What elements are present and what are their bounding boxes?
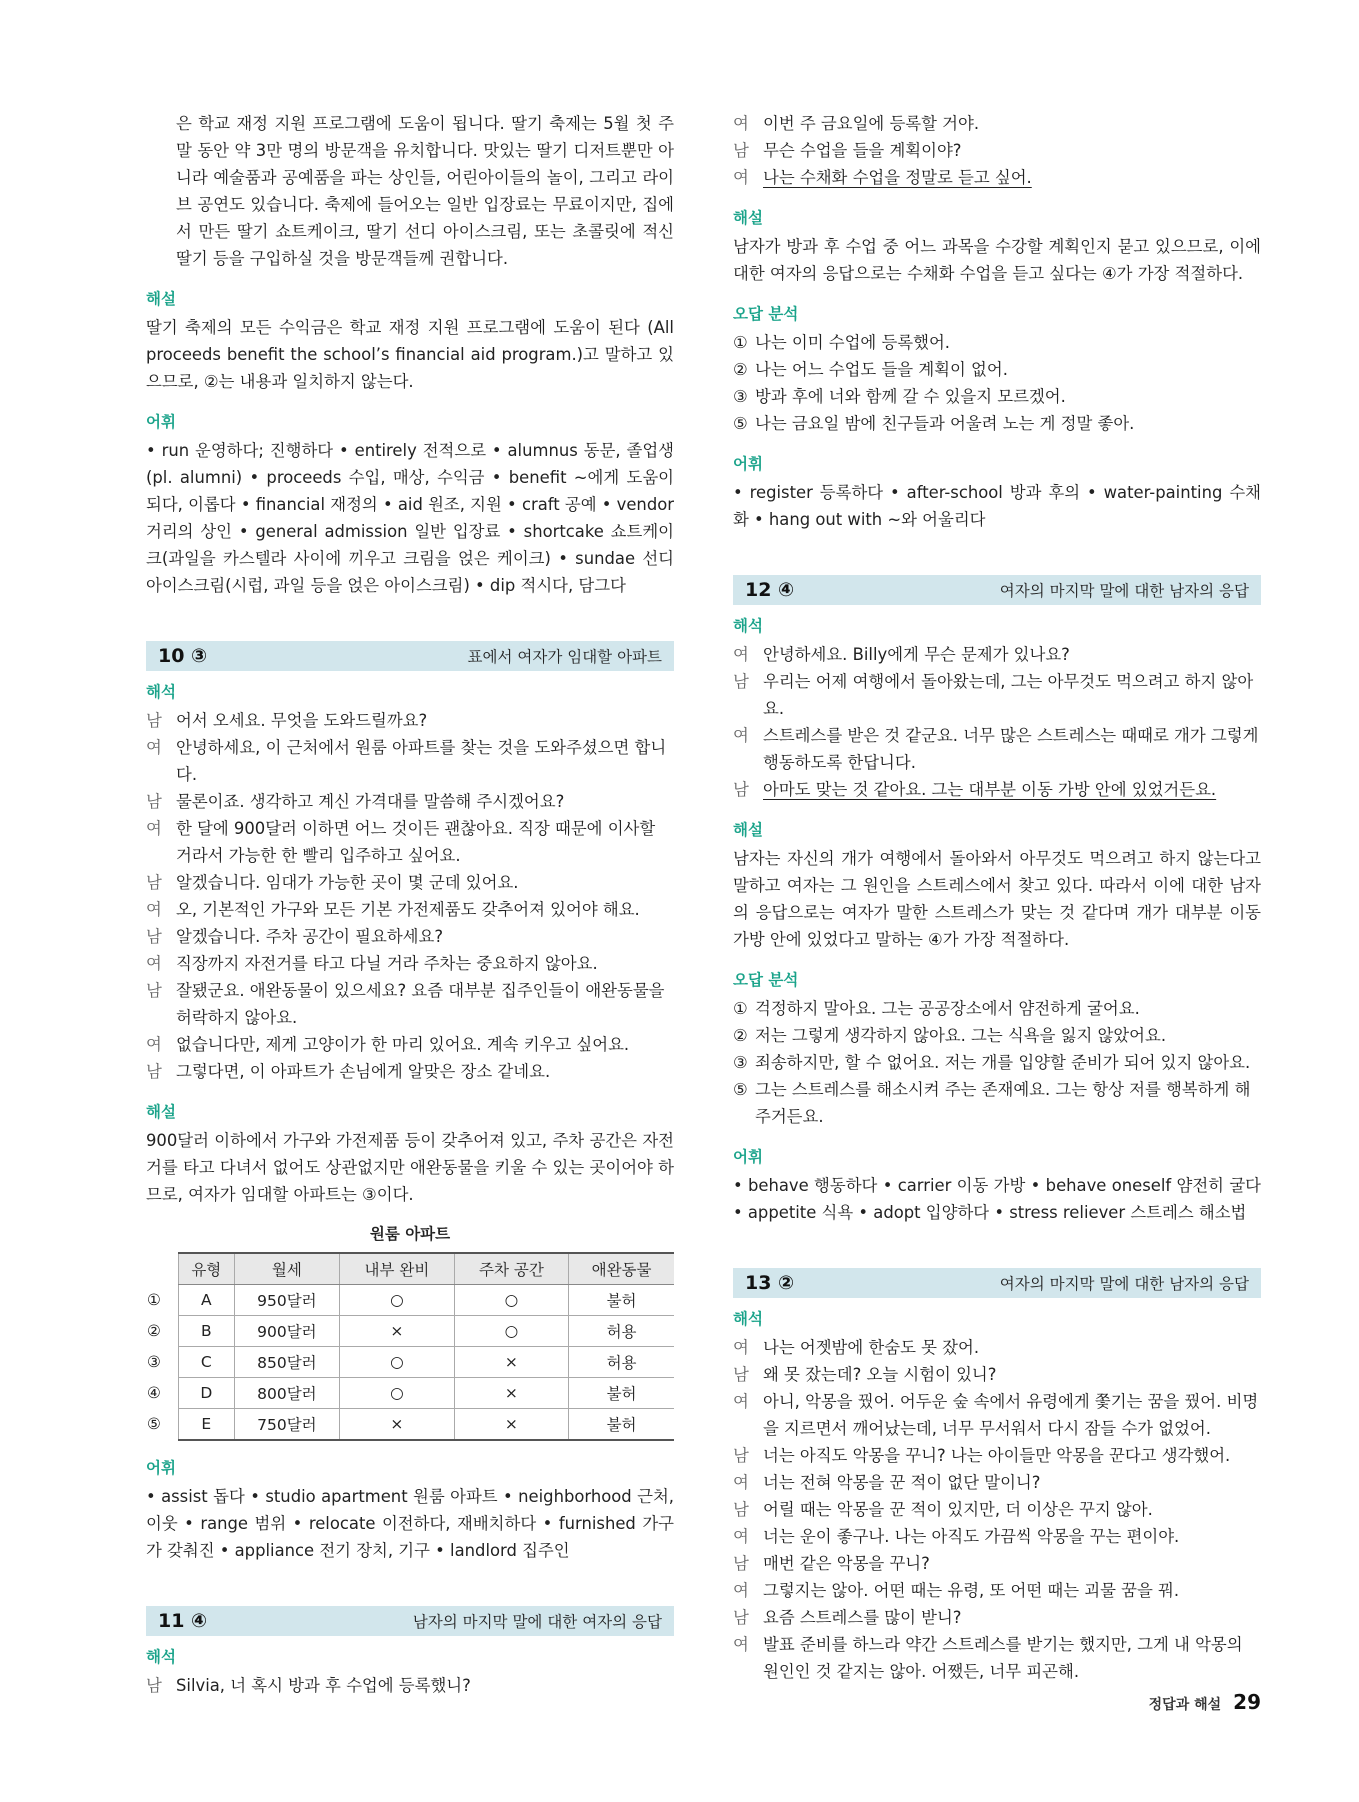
table-header-cell: 내부 완비 [340,1253,454,1285]
speaker-label: 남 [733,1554,749,1573]
option-mark: ④ [146,1378,179,1409]
speaker-label: 여 [146,738,162,757]
table-cell: 불허 [569,1378,674,1409]
wrong-option [733,995,1261,1022]
dialog-text: 발표 준비를 하느라 약간 스트레스를 받기는 했지만, 그게 내 악몽의 원인인 것 같지는 않아. 어쨌든, 너무 피곤해. [763,1635,1243,1681]
dialog-text: 너는 아직도 악몽을 꾸니? 나는 아이들만 악몽을 꾼다고 생각했어. [763,1446,1231,1465]
dialog-line [146,869,674,896]
dialog-line [733,164,1261,191]
q12-translation-heading: 해석 [733,617,763,635]
speaker-label: 여 [146,1035,162,1054]
dialog-line [733,137,1261,164]
option-text: 그는 스트레스를 해소시켜 주는 존재예요. 그는 항상 저를 행복하게 해 주거든요. [755,1080,1251,1126]
table-header-cell: 월세 [234,1253,340,1285]
speaker-label: 여 [146,900,162,919]
table-cell: 750달러 [234,1409,340,1441]
table-cell: 허용 [569,1347,674,1378]
option-number: ① [733,999,748,1018]
q10-explain-heading: 해설 [146,1103,176,1121]
table-cell: × [454,1378,568,1409]
dialog-line [733,1361,1261,1388]
q11-explanation: 남자가 방과 후 수업 중 어느 과목을 수강할 계획인지 묻고 있으므로, 이에 대한 여자의 응답으로는 수채화 수업을 듣고 싶다는 ④가 가장 적절하다. [733,237,1261,283]
option-text: 나는 어느 수업도 들을 계획이 없어. [755,360,1008,379]
table-cell: 950달러 [234,1285,340,1316]
dialog-text: 알겠습니다. 주차 공간이 필요하세요? [176,927,444,946]
dialog-text: 스트레스를 받은 것 같군요. 너무 많은 스트레스는 때때로 개가 그렇게 행동하도록 한답니다. [763,726,1259,772]
page-footer [1149,1690,1261,1714]
dialog-line [146,1031,674,1058]
q13-header-bar [733,1268,1261,1298]
option-number: ② [733,360,748,379]
table-body [146,1285,674,1441]
script-line: 은 학교 재정 지원 프로그램에 도움이 됩니다. 딸기 축제는 5월 첫 주 [176,114,674,133]
dialog-text: 왜 못 잤는데? 오늘 시험이 있니? [763,1365,997,1384]
table-cell: 불허 [569,1285,674,1316]
q11-dialog-continuation [733,110,1261,191]
q13-dialog [733,1334,1261,1685]
q9-script-continuation [146,110,674,272]
script-line: 말 동안 약 3만 명의 방문객을 유치합니다. 맛있는 딸기 디저트뿐만 아 [176,141,674,160]
q12-wrong-heading: 오답 분석 [733,971,799,989]
dialog-text: 물론이죠. 생각하고 계신 가격대를 말씀해 주시겠어요? [176,792,565,811]
table-cell: 허용 [569,1316,674,1347]
dialog-text: 아마도 맞는 것 같아요. 그는 대부분 이동 가방 안에 있었거든요. [763,780,1217,799]
option-number: ③ [733,387,748,406]
table-cell: 800달러 [234,1378,340,1409]
dialog-text: 알겠습니다. 임대가 가능한 곳이 몇 군데 있어요. [176,873,519,892]
speaker-label: 여 [733,1581,749,1600]
dialog-text: 아니, 악몽을 꿨어. 어두운 숲 속에서 유령에게 쫓기는 꿈을 꿨어. 비명을 지르면서 깨어났는데, 너무 무서워서 다시 잠들 수가 없었어. [763,1392,1259,1438]
option-mark: ⑤ [146,1409,179,1441]
page-number: 29 [1233,1690,1261,1714]
dialog-line [146,1058,674,1085]
dialog-text: 오, 기본적인 가구와 모든 기본 가전제품도 갖추어져 있어야 해요. [176,900,640,919]
option-number: ① [733,333,748,352]
q10-table-title: 원룸 아파트 [369,1225,451,1243]
speaker-label: 남 [146,792,162,811]
speaker-label: 남 [733,141,749,160]
wrong-option [733,356,1261,383]
footer-label: 정답과 해설 [1148,1697,1222,1713]
q9-vocab-heading: 어휘 [146,413,176,431]
q11-description: 남자의 마지막 말에 대한 여자의 응답 [412,1613,662,1631]
script-line: 서 만든 딸기 쇼트케이크, 딸기 선디 아이스크림, 또는 초콜릿에 적신 [176,222,674,241]
speaker-label: 남 [733,1608,749,1627]
wrong-option [733,1049,1261,1076]
dialog-text: 매번 같은 악몽을 꾸니? [763,1554,930,1573]
q12-explanation: 남자는 자신의 개가 여행에서 돌아와서 아무것도 먹으려고 하지 않는다고 말하고 여자는 그 원인을 스트레스에서 찾고 있다. 따라서 이에 대한 남자의 응답으로는 여자가 말한 스트레스가 맞는 것 같다며 개가 대부분 이동 가방 안에 있었다고 말하는 ④가 가장 적절하다. [733,849,1261,949]
q11-header-bar [146,1606,674,1636]
dialog-line [146,977,674,1031]
q10-apartment-table [146,1252,674,1441]
dialog-line [733,1334,1261,1361]
speaker-label: 여 [733,1635,749,1654]
speaker-label: 여 [733,1392,749,1411]
table-header-row [146,1253,674,1285]
q12-number: 12 ④ [745,579,795,601]
dialog-line [146,734,674,788]
dialog-text: 요즘 스트레스를 많이 받니? [763,1608,962,1627]
q10-header-bar [146,641,674,671]
speaker-label: 남 [733,1500,749,1519]
wrong-option [733,383,1261,410]
q11-vocabulary: • register 등록하다 • after-school 방과 후의 • water-painting 수채화 • hang out with ~와 어울리다 [733,483,1261,529]
table-cell: D [179,1378,235,1409]
dialog-line [146,788,674,815]
wrong-option [733,1022,1261,1049]
q12-vocab-heading: 어휘 [733,1148,763,1166]
q10-description: 표에서 여자가 임대할 아파트 [467,648,662,666]
right-column [733,110,1261,1685]
speaker-label: 여 [146,954,162,973]
dialog-line [733,668,1261,722]
option-number: ② [733,1026,748,1045]
q13-number: 13 ② [745,1272,795,1294]
dialog-text: 너는 전혀 악몽을 꾼 적이 없단 말이니? [763,1473,1041,1492]
table-cell: 900달러 [234,1316,340,1347]
option-text: 저는 그렇게 생각하지 않아요. 그는 식욕을 잃지 않았어요. [755,1026,1167,1045]
table-cell: ○ [340,1347,454,1378]
table-row [146,1285,674,1316]
q12-description: 여자의 마지막 말에 대한 남자의 응답 [999,582,1249,600]
table-cell: 850달러 [234,1347,340,1378]
speaker-label: 여 [146,819,162,838]
dialog-text: 없습니다만, 제게 고양이가 한 마리 있어요. 계속 키우고 싶어요. [176,1035,630,1054]
option-number: ⑤ [733,414,748,433]
q10-translation-heading: 해석 [146,683,176,701]
speaker-label: 남 [146,1062,162,1081]
dialog-line [733,1388,1261,1442]
dialog-text: 그렇지는 않아. 어떤 때는 유령, 또 어떤 때는 괴물 꿈을 꿔. [763,1581,1180,1600]
q11-vocab-heading: 어휘 [733,455,763,473]
wrong-option [733,410,1261,437]
dialog-text: 잘됐군요. 애완동물이 있으세요? 요즘 대부분 집주인들이 애완동물을 허락하지 않아요. [176,981,665,1027]
dialog-text: 우리는 어제 여행에서 돌아왔는데, 그는 아무것도 먹으려고 하지 않아요. [763,672,1254,718]
q12-explain-heading: 해설 [733,821,763,839]
speaker-label: 여 [733,645,749,664]
table-cell: ○ [340,1285,454,1316]
q11-explain-heading: 해설 [733,209,763,227]
q11-dialog-start [146,1672,674,1699]
speaker-label: 남 [146,711,162,730]
option-number: ⑤ [733,1080,748,1099]
table-corner [146,1253,179,1285]
speaker-label: 여 [733,114,749,133]
dialog-line [733,1496,1261,1523]
q10-number: 10 ③ [158,645,208,667]
left-column [146,110,674,1699]
q11-wrong-analysis [733,329,1261,437]
speaker-label: 여 [733,1473,749,1492]
dialog-line [146,950,674,977]
q12-vocabulary: • behave 행동하다 • carrier 이동 가방 • behave oneself 얌전히 굴다 • appetite 식욕 • adopt 입양하다 • stress reliever 스트레스 해소법 [733,1176,1261,1222]
dialog-text: 어릴 때는 악몽을 꾼 적이 있지만, 더 이상은 꾸지 않아. [763,1500,1153,1519]
q11-number: 11 ④ [158,1610,208,1632]
option-text: 걱정하지 말아요. 그는 공공장소에서 얌전하게 굴어요. [755,999,1140,1018]
q13-description: 여자의 마지막 말에 대한 남자의 응답 [999,1275,1249,1293]
q9-explain-heading: 해설 [146,290,176,308]
option-mark: ① [146,1285,179,1316]
dialog-text: 어서 오세요. 무엇을 도와드릴까요? [176,711,428,730]
option-text: 나는 금요일 밤에 친구들과 어울려 노는 게 정말 좋아. [755,414,1135,433]
speaker-label: 남 [146,927,162,946]
dialog-line [733,776,1261,803]
speaker-label: 여 [733,726,749,745]
speaker-label: 남 [146,1676,162,1695]
speaker-label: 남 [146,981,162,1000]
table-row [146,1409,674,1441]
dialog-text: 직장까지 자전거를 타고 다닐 거라 주차는 중요하지 않아요. [176,954,598,973]
dialog-line [146,707,674,734]
q12-dialog [733,641,1261,803]
dialog-text: Silvia, 너 혹시 방과 후 수업에 등록했니? [176,1676,471,1695]
dialog-line [733,1604,1261,1631]
dialog-line [146,896,674,923]
table-row [146,1316,674,1347]
dialog-text: 그렇다면, 이 아파트가 손님에게 알맞은 장소 같네요. [176,1062,551,1081]
dialog-line [733,1577,1261,1604]
table-cell: 불허 [569,1409,674,1441]
table-header-cell: 애완동물 [569,1253,674,1285]
dialog-text: 한 달에 900달러 이하면 어느 것이든 괜찮아요. 직장 때문에 이사할 거라서 가능한 한 빨리 입주하고 싶어요. [176,819,656,865]
speaker-label: 남 [146,873,162,892]
speaker-label: 여 [733,1338,749,1357]
table-cell: × [454,1409,568,1441]
script-line: 니라 예술품과 공예품을 파는 상인들, 어린아이들의 놀이, 그리고 라이 [176,168,674,187]
dialog-text: 무슨 수업을 들을 계획이야? [763,141,962,160]
table-header-cell: 주차 공간 [454,1253,568,1285]
speaker-label: 남 [733,780,749,799]
speaker-label: 남 [733,1365,749,1384]
option-text: 나는 이미 수업에 등록했어. [755,333,951,352]
dialog-line [733,1469,1261,1496]
option-text: 방과 후에 너와 함께 갈 수 있을지 모르겠어. [755,387,1066,406]
table-cell: ○ [454,1316,568,1347]
q9-vocabulary: • run 운영하다; 진행하다 • entirely 전적으로 • alumnus 동문, 졸업생 (pl. alumni) • proceeds 수입, 매상, 수익금 • benefit ~에게 도움이 되다, 이롭다 • financial 재정의 • aid 원조, 지원 • craft 공예 • vendor 거리의 상인 • general admission 일반 입장료 • shortcake 쇼트케이크(과일을 카스텔라 사이에 끼우고 크림을 얹은 케이크) • sundae 선디 아이스크림(시럽, 과일 등을 얹은 아이스크림) • dip 적시다, 담그다 [146,441,674,595]
table-cell: B [179,1316,235,1347]
dialog-text: 나는 어젯밤에 한숨도 못 잤어. [763,1338,980,1357]
q10-vocab-heading: 어휘 [146,1459,176,1477]
script-line: 딸기 등을 구입하실 것을 방문객들께 권합니다. [176,249,509,268]
table-cell: ○ [454,1285,568,1316]
wrong-option [733,1076,1261,1130]
table-cell: E [179,1409,235,1441]
dialog-line [146,923,674,950]
table-row [146,1347,674,1378]
dialog-line [733,722,1261,776]
table-cell: C [179,1347,235,1378]
dialog-text: 나는 수채화 수업을 정말로 듣고 싶어. [763,168,1032,187]
option-number: ③ [733,1053,748,1072]
table-cell: A [179,1285,235,1316]
dialog-line [733,1523,1261,1550]
speaker-label: 남 [733,1446,749,1465]
dialog-line [733,1442,1261,1469]
dialog-line [733,1631,1261,1685]
dialog-text: 이번 주 금요일에 등록할 거야. [763,114,980,133]
table-cell: × [340,1409,454,1441]
q11-wrong-heading: 오답 분석 [733,305,799,323]
q9-explanation: 딸기 축제의 모든 수익금은 학교 재정 지원 프로그램에 도움이 된다 (All proceeds benefit the school’s financial aid program.)고 말하고 있으므로, ②는 내용과 일치하지 않는다. [146,318,674,391]
table-row [146,1378,674,1409]
script-line: 브 공연도 있습니다. 축제에 들어오는 일반 입장료는 무료이지만, 집에 [176,195,674,214]
option-text: 죄송하지만, 할 수 없어요. 저는 개를 입양할 준비가 되어 있지 않아요. [755,1053,1251,1072]
dialog-line [733,1550,1261,1577]
q10-dialog [146,707,674,1085]
q11-translation-heading: 해석 [146,1648,176,1666]
q13-translation-heading: 해석 [733,1310,763,1328]
table-header-cell: 유형 [179,1253,235,1285]
q10-vocabulary: • assist 돕다 • studio apartment 원룸 아파트 • neighborhood 근처, 이웃 • range 범위 • relocate 이전하다, 재배치하다 • furnished 가구가 갖춰진 • appliance 전기 장치, 기구 • landlord 집주인 [146,1487,674,1560]
dialog-text: 너는 운이 좋구나. 나는 아직도 가끔씩 악몽을 꾸는 편이야. [763,1527,1180,1546]
dialog-line [733,110,1261,137]
option-mark: ② [146,1316,179,1347]
q12-header-bar [733,575,1261,605]
dialog-line [146,1672,674,1699]
table-cell: ○ [340,1378,454,1409]
option-mark: ③ [146,1347,179,1378]
table-cell: × [454,1347,568,1378]
speaker-label: 여 [733,1527,749,1546]
speaker-label: 여 [733,168,749,187]
dialog-text: 안녕하세요, 이 근처에서 원룸 아파트를 찾는 것을 도와주셨으면 합니다. [176,738,667,784]
wrong-option [733,329,1261,356]
dialog-text: 안녕하세요. Billy에게 무슨 문제가 있나요? [763,645,1070,664]
q10-explanation: 900달러 이하에서 가구와 가전제품 등이 갖추어져 있고, 주차 공간은 자전거를 타고 다녀서 없어도 상관없지만 애완동물을 키울 수 있는 곳이어야 하므로, 여자가 임대할 아파트는 ③이다. [146,1131,674,1204]
dialog-line [146,815,674,869]
q12-wrong-analysis [733,995,1261,1130]
speaker-label: 남 [733,672,749,691]
dialog-line [733,641,1261,668]
table-cell: × [340,1316,454,1347]
